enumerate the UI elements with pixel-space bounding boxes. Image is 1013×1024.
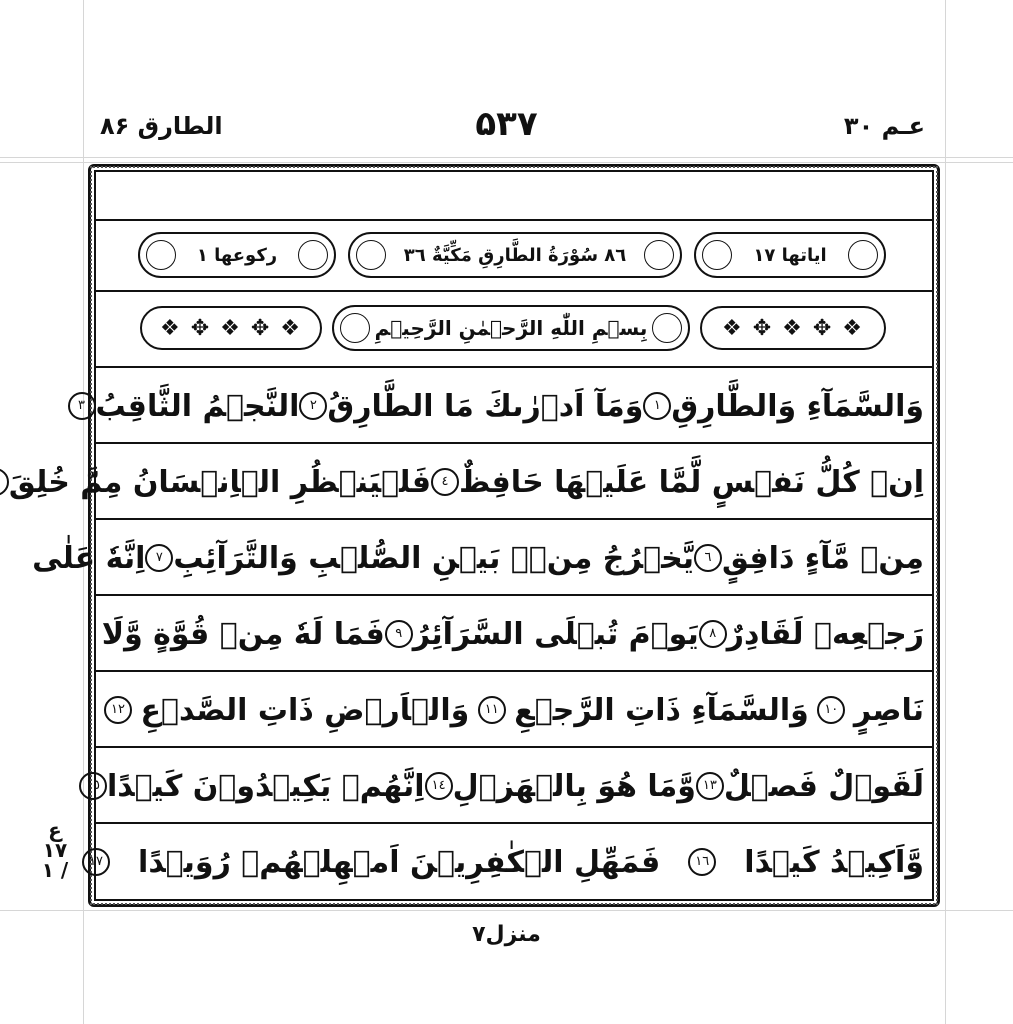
ornament-pattern-right bbox=[700, 306, 886, 350]
page-number: ۵۳۷ bbox=[475, 104, 538, 144]
ornament-pattern-left bbox=[140, 306, 322, 350]
rule bbox=[96, 290, 932, 292]
rule bbox=[96, 822, 932, 824]
verse-line bbox=[32, 522, 924, 594]
verse-line bbox=[89, 826, 924, 898]
guide-line-top-2 bbox=[0, 162, 1013, 163]
verse-text: وَّمَا هُوَ بِالۡهَزۡلِ bbox=[452, 768, 696, 804]
bismillah-cartouche bbox=[332, 305, 690, 351]
verse-end-marker: ٩ bbox=[385, 620, 413, 648]
verse-end-marker bbox=[0, 468, 9, 496]
ruku-count-cartouche bbox=[138, 232, 336, 278]
ayat-count-cartouche bbox=[694, 232, 886, 278]
verse-line bbox=[101, 598, 924, 670]
verse-text: فَمَهِّلِ الۡكٰفِرِيۡنَ اَمۡهِلۡهُمۡ رُوَيۡدًا bbox=[138, 844, 661, 880]
verse-end-marker: ١٤ bbox=[425, 772, 453, 800]
rule bbox=[96, 746, 932, 748]
verse-end-marker: ١١ bbox=[478, 696, 506, 724]
rule bbox=[96, 594, 932, 596]
ayat-count: اياتها ١٧ bbox=[753, 244, 827, 266]
verse-text: نَاصِرٍ bbox=[853, 692, 924, 728]
verse-end-marker: ١٥ bbox=[79, 772, 107, 800]
verse-text: اِنَّهٗ عَلٰى bbox=[32, 540, 146, 576]
verse-text: وَالۡاَرۡضِ ذَاتِ الصَّدۡعِ bbox=[140, 692, 470, 728]
verse-text: وَالسَّمَآءِ ذَاتِ الرَّجۡعِ bbox=[514, 692, 809, 728]
verse-end-marker: ١ bbox=[643, 392, 671, 420]
verse-text: يَّخۡرُجُ مِنۡۢ بَيۡنِ الصُّلۡبِ وَالتَّرَآئِبِ bbox=[173, 540, 694, 576]
verse-text: يَوۡمَ تُبۡلَى السَّرَآئِرُ bbox=[412, 616, 699, 652]
verse-end-marker: ٢ bbox=[299, 392, 327, 420]
verse-end-marker: ١٣ bbox=[696, 772, 724, 800]
verse-end-marker: ٦ bbox=[694, 544, 722, 572]
guide-line-bottom bbox=[0, 910, 1013, 911]
verse-text: مِنۡ مَّآءٍ دَافِقٍ bbox=[721, 540, 924, 576]
verse-text: النَّجۡمُ الثَّاقِبُ bbox=[95, 388, 300, 424]
verse-line bbox=[8, 446, 924, 518]
verse-end-marker: ١٠ bbox=[817, 696, 845, 724]
rule bbox=[96, 518, 932, 520]
verse-end-marker: ٨ bbox=[699, 620, 727, 648]
rule bbox=[96, 366, 932, 368]
verse-text: فَلۡيَنۡظُرِ الۡاِنۡسَانُ مِمَّ خُلِقَ bbox=[8, 464, 432, 500]
verse-text: فَمَا لَهٗ مِنۡ قُوَّةٍ وَّلَا bbox=[101, 616, 385, 652]
surah-title: ٨٦ سُوْرَةُ الطَّارِقِ مَكِّيَّةٌ ٣٦ bbox=[403, 244, 627, 266]
ruku-count: ركوعها ١ bbox=[196, 244, 278, 266]
ruku-margin-note: ع ١٧ / ١ bbox=[41, 818, 69, 882]
verse-text: وَمَآ اَدۡرٰٮكَ مَا الطَّارِقُ bbox=[327, 388, 644, 424]
verse-text: اِنَّهُمۡ يَكِيۡدُوۡنَ كَيۡدًا bbox=[106, 768, 425, 804]
surah-reference: الطارق ۸۶ bbox=[100, 112, 223, 140]
verse-end-marker: ٣ bbox=[68, 392, 96, 420]
verse-text: وَالسَّمَآءِ وَالطَّارِقِ bbox=[671, 388, 924, 424]
verse-line bbox=[78, 370, 924, 442]
verse-end-marker: ١٦ bbox=[688, 848, 716, 876]
ornament-glyphs: ❖ ✥ ❖ ✥ ❖ bbox=[159, 315, 302, 341]
verse-text: رَجۡعِهٖ لَقَادِرٌ bbox=[726, 616, 924, 652]
verse-end-marker: ١٧ bbox=[82, 848, 110, 876]
verse-end-marker: ١٢ bbox=[104, 696, 132, 724]
ornament-glyphs: ❖ ✥ ❖ ✥ ❖ bbox=[721, 315, 864, 341]
verse-line bbox=[104, 674, 924, 746]
verse-text: وَّاَكِيۡدُ كَيۡدًا bbox=[744, 844, 924, 880]
verse-text: اِنۡ كُلُّ نَفۡسٍ لَّمَّا عَلَيۡهَا حَافِظٌ bbox=[459, 464, 924, 500]
rule bbox=[96, 219, 932, 221]
para-reference: عـم ۳۰ bbox=[843, 112, 925, 140]
guide-line-right bbox=[945, 0, 946, 1024]
rule bbox=[96, 670, 932, 672]
guide-line-top bbox=[0, 157, 1013, 158]
surah-title-cartouche bbox=[348, 232, 682, 278]
manzil-footer: منزل۷ bbox=[472, 922, 541, 947]
verse-end-marker: ٤ bbox=[431, 468, 459, 496]
verse-end-marker: ٧ bbox=[145, 544, 173, 572]
bismillah-text: بِسۡمِ اللّٰهِ الرَّحۡمٰنِ الرَّحِيۡمِ bbox=[374, 316, 648, 340]
verse-text: لَقَوۡلٌ فَصۡلٌ bbox=[723, 768, 924, 804]
rule bbox=[96, 442, 932, 444]
verse-line bbox=[85, 750, 924, 822]
